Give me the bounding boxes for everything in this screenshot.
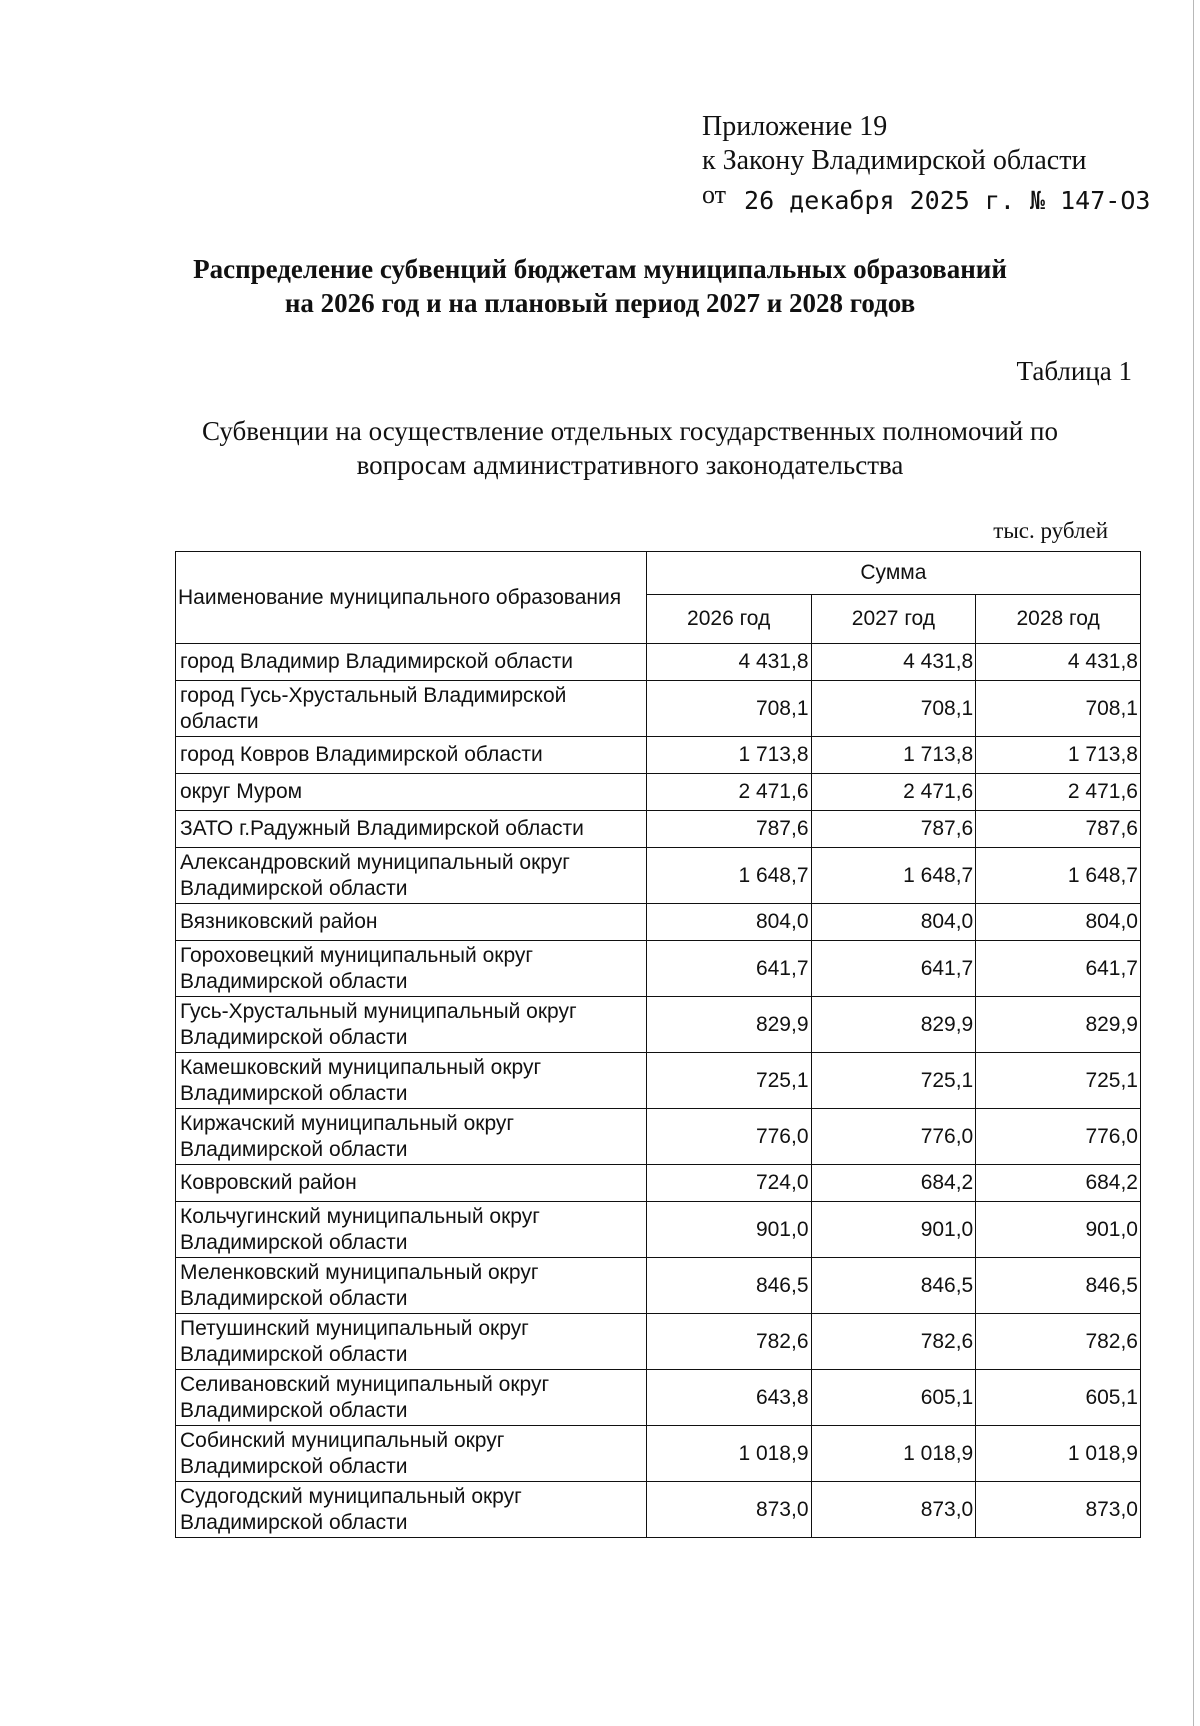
row-value-2026: 4 431,8 xyxy=(646,644,811,681)
row-value-2028: 782,6 xyxy=(976,1314,1141,1370)
table-row xyxy=(176,644,1141,681)
appendix-block xyxy=(702,110,1151,215)
title-line-1: Распределение субвенций бюджетам муниципальных образований xyxy=(193,254,1007,284)
row-value-2026: 2 471,6 xyxy=(646,774,811,811)
row-value-2028: 605,1 xyxy=(976,1370,1141,1426)
table-row xyxy=(176,1053,1141,1109)
row-value-2028: 846,5 xyxy=(976,1258,1141,1314)
subtitle-line-2: вопросам административного законодательства xyxy=(356,450,904,480)
appendix-line-1: Приложение 19 xyxy=(702,111,888,142)
table-row xyxy=(176,904,1141,941)
row-value-2027: 901,0 xyxy=(811,1202,976,1258)
row-name: город Ковров Владимирской области xyxy=(176,737,647,774)
table-row xyxy=(176,811,1141,848)
row-name: Александровский муниципальный округ Владимирской области xyxy=(176,848,647,904)
table-row xyxy=(176,1482,1141,1538)
row-value-2026: 804,0 xyxy=(646,904,811,941)
row-value-2027: 776,0 xyxy=(811,1109,976,1165)
row-value-2027: 1 713,8 xyxy=(811,737,976,774)
row-value-2027: 725,1 xyxy=(811,1053,976,1109)
column-header-2027: 2027 год xyxy=(811,595,976,644)
column-header-name: Наименование муниципального образования xyxy=(176,552,647,644)
row-value-2027: 641,7 xyxy=(811,941,976,997)
row-name: округ Муром xyxy=(176,774,647,811)
table-row xyxy=(176,1314,1141,1370)
row-name: Селивановский муниципальный округ Владимирской области xyxy=(176,1370,647,1426)
row-name: Петушинский муниципальный округ Владимирской области xyxy=(176,1314,647,1370)
table-row xyxy=(176,1109,1141,1165)
row-value-2026: 1 648,7 xyxy=(646,848,811,904)
title-line-2: на 2026 год и на плановый период 2027 и 2028 годов xyxy=(284,288,916,318)
law-date-number: 26 декабря 2025 г. № 147-ОЗ xyxy=(744,186,1151,215)
table-row xyxy=(176,681,1141,737)
row-value-2026: 901,0 xyxy=(646,1202,811,1258)
row-value-2028: 708,1 xyxy=(976,681,1141,737)
row-value-2027: 4 431,8 xyxy=(811,644,976,681)
row-value-2028: 873,0 xyxy=(976,1482,1141,1538)
row-value-2026: 641,7 xyxy=(646,941,811,997)
row-name: Киржачский муниципальный округ Владимирской области xyxy=(176,1109,647,1165)
row-value-2027: 846,5 xyxy=(811,1258,976,1314)
row-value-2028: 804,0 xyxy=(976,904,1141,941)
column-header-2026: 2026 год xyxy=(646,595,811,644)
row-value-2027: 782,6 xyxy=(811,1314,976,1370)
row-value-2028: 901,0 xyxy=(976,1202,1141,1258)
table-subtitle xyxy=(150,414,1110,482)
row-value-2026: 873,0 xyxy=(646,1482,811,1538)
table-row xyxy=(176,1202,1141,1258)
table-row xyxy=(176,941,1141,997)
column-header-2028: 2028 год xyxy=(976,595,1141,644)
row-value-2026: 1 713,8 xyxy=(646,737,811,774)
row-name: Собинский муниципальный округ Владимирской области xyxy=(176,1426,647,1482)
table-row xyxy=(176,1426,1141,1482)
appendix-date-line xyxy=(702,178,1151,215)
subtitle-line-1: Субвенции на осуществление отдельных государственных полномочий по xyxy=(202,416,1058,446)
row-value-2027: 787,6 xyxy=(811,811,976,848)
row-value-2027: 829,9 xyxy=(811,997,976,1053)
row-name: Камешковский муниципальный округ Владимирской области xyxy=(176,1053,647,1109)
appendix-from: от xyxy=(702,180,727,209)
row-value-2027: 684,2 xyxy=(811,1165,976,1202)
row-value-2026: 708,1 xyxy=(646,681,811,737)
table-row xyxy=(176,1258,1141,1314)
row-value-2027: 1 648,7 xyxy=(811,848,976,904)
row-name: Ковровский район xyxy=(176,1165,647,1202)
row-value-2028: 787,6 xyxy=(976,811,1141,848)
appendix-line-2: к Закону Владимирской области xyxy=(702,145,1087,176)
row-value-2028: 1 018,9 xyxy=(976,1426,1141,1482)
row-value-2028: 684,2 xyxy=(976,1165,1141,1202)
row-value-2027: 873,0 xyxy=(811,1482,976,1538)
row-name: Вязниковский район xyxy=(176,904,647,941)
row-name: Судогодский муниципальный округ Владимирской области xyxy=(176,1482,647,1538)
column-header-sum: Сумма xyxy=(646,552,1140,595)
table-number: Таблица 1 xyxy=(1016,356,1132,386)
row-value-2028: 2 471,6 xyxy=(976,774,1141,811)
row-value-2027: 2 471,6 xyxy=(811,774,976,811)
row-value-2026: 725,1 xyxy=(646,1053,811,1109)
row-value-2027: 605,1 xyxy=(811,1370,976,1426)
row-value-2026: 829,9 xyxy=(646,997,811,1053)
row-value-2026: 787,6 xyxy=(646,811,811,848)
table-row xyxy=(176,1370,1141,1426)
row-value-2026: 724,0 xyxy=(646,1165,811,1202)
table-row xyxy=(176,848,1141,904)
row-value-2028: 776,0 xyxy=(976,1109,1141,1165)
row-name: город Гусь-Хрустальный Владимирской области xyxy=(176,681,647,737)
row-name: город Владимир Владимирской области xyxy=(176,644,647,681)
row-name: Гороховецкий муниципальный округ Владимирской области xyxy=(176,941,647,997)
row-value-2028: 725,1 xyxy=(976,1053,1141,1109)
row-value-2027: 708,1 xyxy=(811,681,976,737)
row-value-2026: 776,0 xyxy=(646,1109,811,1165)
row-name: Меленковский муниципальный округ Владимирской области xyxy=(176,1258,647,1314)
row-value-2027: 804,0 xyxy=(811,904,976,941)
row-name: Кольчугинский муниципальный округ Владимирской области xyxy=(176,1202,647,1258)
row-name: Гусь-Хрустальный муниципальный округ Владимирской области xyxy=(176,997,647,1053)
document-title xyxy=(0,252,1200,320)
table-row xyxy=(176,997,1141,1053)
table-row xyxy=(176,737,1141,774)
row-value-2027: 1 018,9 xyxy=(811,1426,976,1482)
row-value-2026: 643,8 xyxy=(646,1370,811,1426)
row-value-2028: 829,9 xyxy=(976,997,1141,1053)
row-value-2028: 1 648,7 xyxy=(976,848,1141,904)
row-name: ЗАТО г.Радужный Владимирской области xyxy=(176,811,647,848)
units-label: тыс. рублей xyxy=(993,518,1108,543)
row-value-2026: 1 018,9 xyxy=(646,1426,811,1482)
row-value-2028: 641,7 xyxy=(976,941,1141,997)
row-value-2026: 782,6 xyxy=(646,1314,811,1370)
row-value-2026: 846,5 xyxy=(646,1258,811,1314)
table-row xyxy=(176,1165,1141,1202)
row-value-2028: 4 431,8 xyxy=(976,644,1141,681)
row-value-2028: 1 713,8 xyxy=(976,737,1141,774)
subventions-table xyxy=(175,551,1141,1538)
table-row xyxy=(176,774,1141,811)
